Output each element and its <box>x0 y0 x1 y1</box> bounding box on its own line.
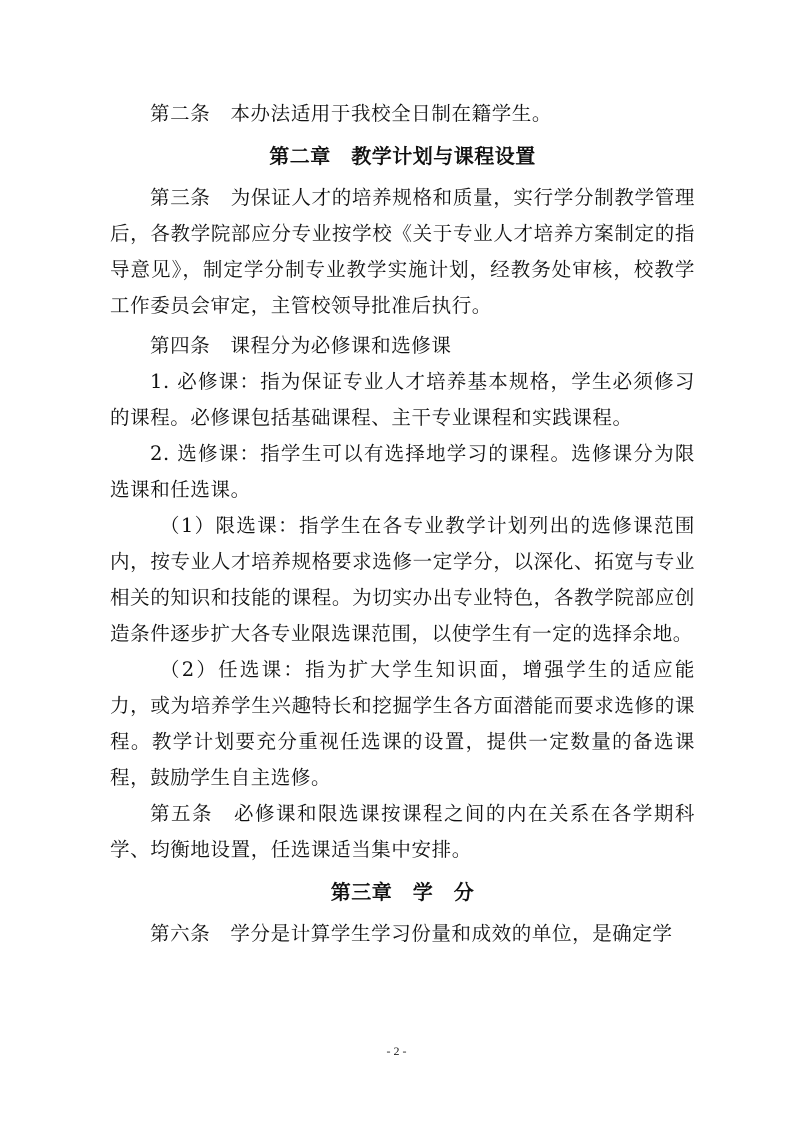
sub-item-1-limited-electives: （1）限选课：指学生在各专业教学计划列出的选修课范围内，按专业人才培养规格要求选修一定学分，以深化、拓宽与专业相关的知识和技能的课程。为切实办出专业特色，各教学院部应创造条件逐步扩大各专业限选课范围，以使学生有一定的选择余地。 <box>110 514 695 645</box>
article-4: 第四条 课程分为必修课和选修课 <box>150 334 452 357</box>
item-2-elective-courses: 2. 选修课：指学生可以有选择地学习的课程。选修课分为限选课和任选课。 <box>110 442 695 501</box>
article-5: 第五条 必修课和限选课按课程之间的内在关系在各学期科学、均衡地设置，任选课适当集中安排。 <box>110 802 695 861</box>
article-3: 第三条 为保证人才的培养规格和质量，实行学分制教学管理后，各教学院部应分专业按学校《关于专业人才培养方案制定的指导意见》，制定学分制专业教学实施计划，经教务处审核，校教学工作委员会审定，主管校领导批准后执行。 <box>110 186 695 317</box>
chapter-3-title: 第三章 学 分 <box>330 880 475 904</box>
article-2: 第二条 本办法适用于我校全日制在籍学生。 <box>150 102 553 125</box>
document-page <box>110 96 695 952</box>
chapter-2-title: 第二章 教学计划与课程设置 <box>269 144 536 168</box>
sub-item-2-free-electives: （2）任选课：指为扩大学生知识面，增强学生的适应能力，或为培养学生兴趣特长和挖掘学生各方面潜能而要求选修的课程。教学计划要充分重视任选课的设置，提供一定数量的备选课程，鼓励学生自主选修。 <box>110 658 695 789</box>
article-6: 第六条 学分是计算学生学习份量和成效的单位，是确定学 <box>150 922 673 945</box>
item-1-required-courses: 1. 必修课：指为保证专业人才培养基本规格，学生必须修习的课程。必修课包括基础课程、主干专业课程和实践课程。 <box>110 370 695 429</box>
page-number: - 2 - <box>386 1044 407 1058</box>
